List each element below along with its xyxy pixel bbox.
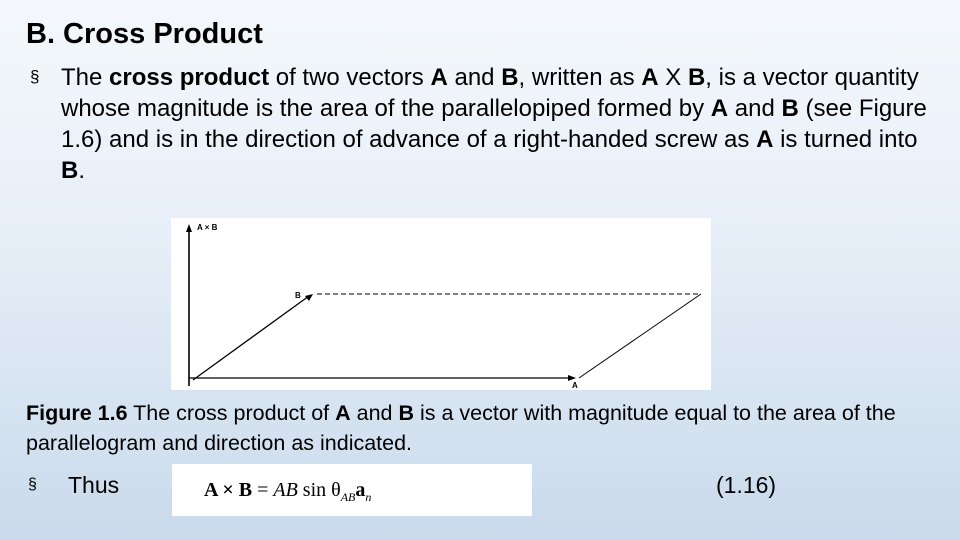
bullet-square-icon: § [28, 476, 37, 493]
figure-1-6 [171, 218, 711, 390]
right-edge [579, 294, 701, 378]
b-vector [193, 296, 309, 380]
equation-lhs: A × B [204, 479, 253, 501]
figure-caption: Figure 1.6 The cross product of A and B is a vector with magnitude equal to the area of the parallelogram and direction as indicated. [26, 401, 896, 455]
equation-row [26, 462, 946, 518]
bullet-square-icon: § [30, 67, 40, 86]
thus-label: Thus [68, 472, 120, 498]
b-label: B [295, 291, 301, 300]
definition-paragraph: The cross product of two vectors A and B, written as A X B, is a vector quantity whose magnitude is the area of the parallelopiped formed by A and B (see Figure 1.6) and is in the direction of advance of a right-handed screw as A is turned into B. [61, 64, 927, 184]
b-arrowhead [305, 294, 313, 301]
equation-number: (1.16) [716, 472, 777, 498]
parallelogram-diagram [171, 218, 711, 390]
equation-1-16: A × B = AB $\sin \theta_{AB}a_n$ [172, 464, 532, 516]
slide-title: B. Cross Product [26, 18, 263, 50]
axb-arrowhead [186, 224, 192, 232]
axb-label: A × B [197, 223, 218, 232]
a-label: A [572, 381, 578, 390]
